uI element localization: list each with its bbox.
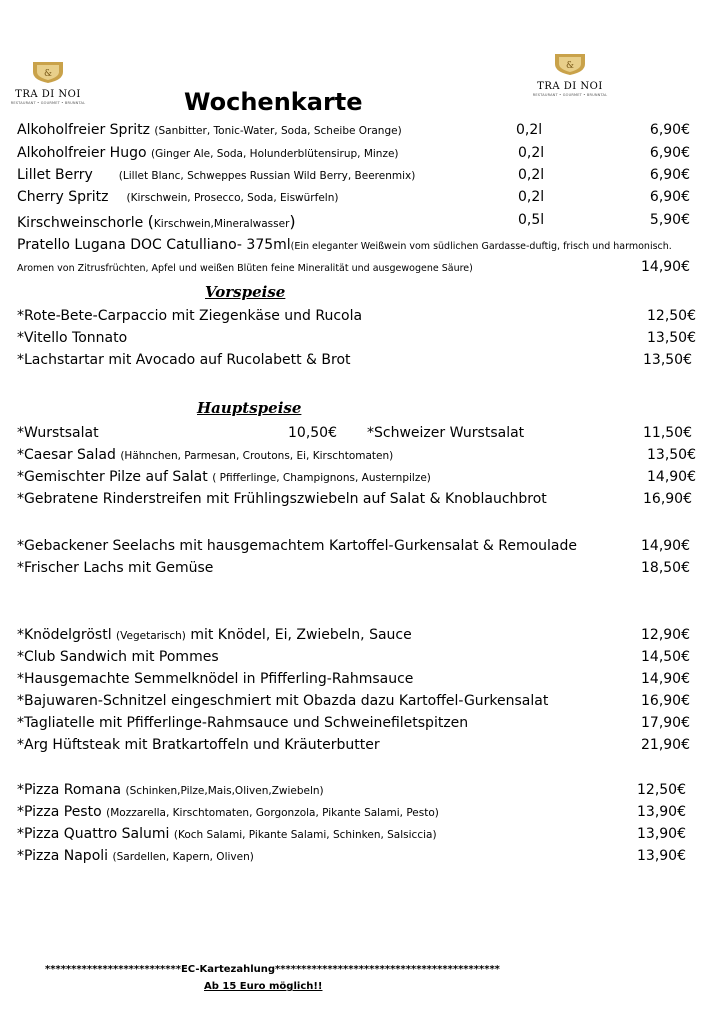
menu-item: *Pizza Romana (Schinken,Pilze,Mais,Oliven,Zwiebeln): [17, 782, 324, 798]
footer-payment: **************************EC-Kartezahlung*******************************************: [45, 964, 500, 975]
menu-item: *Tagliatelle mit Pfifferlinge-Rahmsauce und Schweinefiletspitzen: [17, 715, 469, 731]
menu-item: *Bajuwaren-Schnitzel eingeschmiert mit Obazda dazu Kartoffel-Gurkensalat: [17, 693, 549, 709]
svg-text:&: &: [43, 69, 53, 79]
menu-item: *Knödelgröstl (Vegetarisch) mit Knödel, Ei, Zwiebeln, Sauce: [17, 627, 412, 643]
menu-item: *Wurstsalat: [17, 425, 99, 441]
menu-item: *Frischer Lachs mit Gemüse: [17, 560, 214, 576]
menu-price: 11,50€: [643, 425, 692, 441]
menu-price: 10,50€: [288, 425, 337, 441]
drink-row: Alkoholfreier Hugo (Ginger Ale, Soda, Holunderblütensirup, Minze): [17, 145, 399, 161]
menu-item: *Caesar Salad (Hähnchen, Parmesan, Croutons, Ei, Kirschtomaten): [17, 447, 394, 463]
menu-price: 14,90€: [641, 538, 690, 554]
menu-item: *Hausgemachte Semmelknödel in Pfifferling-Rahmsauce: [17, 671, 414, 687]
logo-tagline: RESTAURANT • GOURMET • BRUNNTAL: [532, 93, 608, 97]
footer-note: Ab 15 Euro möglich!!: [204, 981, 323, 992]
menu-price: 13,90€: [637, 804, 686, 820]
menu-price: 14,90€: [641, 671, 690, 687]
menu-item: *Lachstartar mit Avocado auf Rucolabett & Brot: [17, 352, 351, 368]
logo-brand: TRA DI NOI: [15, 89, 81, 100]
drink-size: 0,2l: [518, 167, 545, 183]
drink-price: 6,90€: [649, 189, 690, 205]
menu-item: *Pizza Napoli (Sardellen, Kapern, Oliven): [17, 848, 254, 864]
svg-text:&: &: [565, 61, 575, 71]
menu-item: *Vitello Tonnato: [17, 330, 128, 346]
drink-row: Cherry Spritz (Kirschwein, Prosecco, Soda, Eiswürfeln): [17, 189, 339, 205]
menu-item: *Pizza Quattro Salumi (Koch Salami, Pikante Salami, Schinken, Salsiccia): [17, 826, 437, 842]
menu-item: *Gebratene Rinderstreifen mit Frühlingszwiebeln auf Salat & Knoblauchbrot: [17, 491, 547, 507]
drink-row: Lillet Berry (Lillet Blanc, Schweppes Russian Wild Berry, Beerenmix): [17, 167, 416, 183]
menu-item: *Gebackener Seelachs mit hausgemachtem Kartoffel-Gurkensalat & Remoulade: [17, 538, 578, 554]
menu-price: 13,90€: [637, 826, 686, 842]
menu-price: 12,90€: [641, 627, 690, 643]
menu-price: 12,50€: [637, 782, 686, 798]
menu-price: 13,90€: [637, 848, 686, 864]
drink-size: 0,2l: [518, 189, 545, 205]
menu-price: 17,90€: [641, 715, 690, 731]
logo-brand: TRA DI NOI: [537, 81, 603, 92]
menu-price: 16,90€: [641, 693, 690, 709]
drink-price: 6,90€: [649, 122, 690, 138]
menu-price: 12,50€: [647, 308, 696, 324]
drink-size: 0,2l: [516, 122, 543, 138]
menu-item: *Schweizer Wurstsalat: [367, 425, 525, 441]
drink-row: Kirschweinschorle (Kirschwein,Mineralwasser): [17, 212, 296, 231]
logo-tagline: RESTAURANT • GOURMET • BRUNNTAL: [10, 101, 86, 105]
menu-item: *Arg Hüftsteak mit Bratkartoffeln und Kräuterbutter: [17, 737, 380, 753]
menu-item: *Pizza Pesto (Mozzarella, Kirschtomaten, Gorgonzola, Pikante Salami, Pesto): [17, 804, 439, 820]
menu-price: 16,90€: [643, 491, 692, 507]
wine-row: Pratello Lugana DOC Catulliano- 375ml(Ein eleganter Weißwein vom südlichen Gardasse-duftig, frisch und harmonisch.: [17, 237, 672, 253]
menu-price: 13,50€: [643, 352, 692, 368]
section-heading-vorspeise: Vorspeise: [205, 283, 286, 301]
drink-size: 0,2l: [518, 145, 545, 161]
menu-price: 13,50€: [647, 330, 696, 346]
page-title: Wochenkarte: [184, 88, 363, 116]
menu-price: 13,50€: [647, 447, 696, 463]
menu-price: 14,90€: [647, 469, 696, 485]
drink-size: 0,5l: [518, 212, 545, 228]
logo-right: [530, 50, 610, 97]
menu-price: 18,50€: [641, 560, 690, 576]
menu-item: *Rote-Bete-Carpaccio mit Ziegenkäse und Rucola: [17, 308, 363, 324]
drink-price: 6,90€: [649, 167, 690, 183]
menu-item: *Gemischter Pilze auf Salat ( Pfifferlinge, Champignons, Austernpilze): [17, 469, 431, 485]
menu-price: 21,90€: [641, 737, 690, 753]
drink-row: Alkoholfreier Spritz (Sanbitter, Tonic-Water, Soda, Scheibe Orange): [17, 122, 402, 138]
drink-price: 5,90€: [649, 212, 690, 228]
wine-price: 14,90€: [641, 259, 690, 275]
drink-price: 6,90€: [649, 145, 690, 161]
menu-price: 14,50€: [641, 649, 690, 665]
crest-icon: [29, 58, 67, 84]
section-heading-hauptspeise: Hauptspeise: [197, 399, 302, 417]
wine-desc: Aromen von Zitrusfrüchten, Apfel und weißen Blüten feine Mineralität und ausgewogene Säure): [17, 263, 473, 274]
crest-icon: [551, 50, 589, 76]
logo-left: [8, 58, 88, 105]
menu-item: *Club Sandwich mit Pommes: [17, 649, 219, 665]
